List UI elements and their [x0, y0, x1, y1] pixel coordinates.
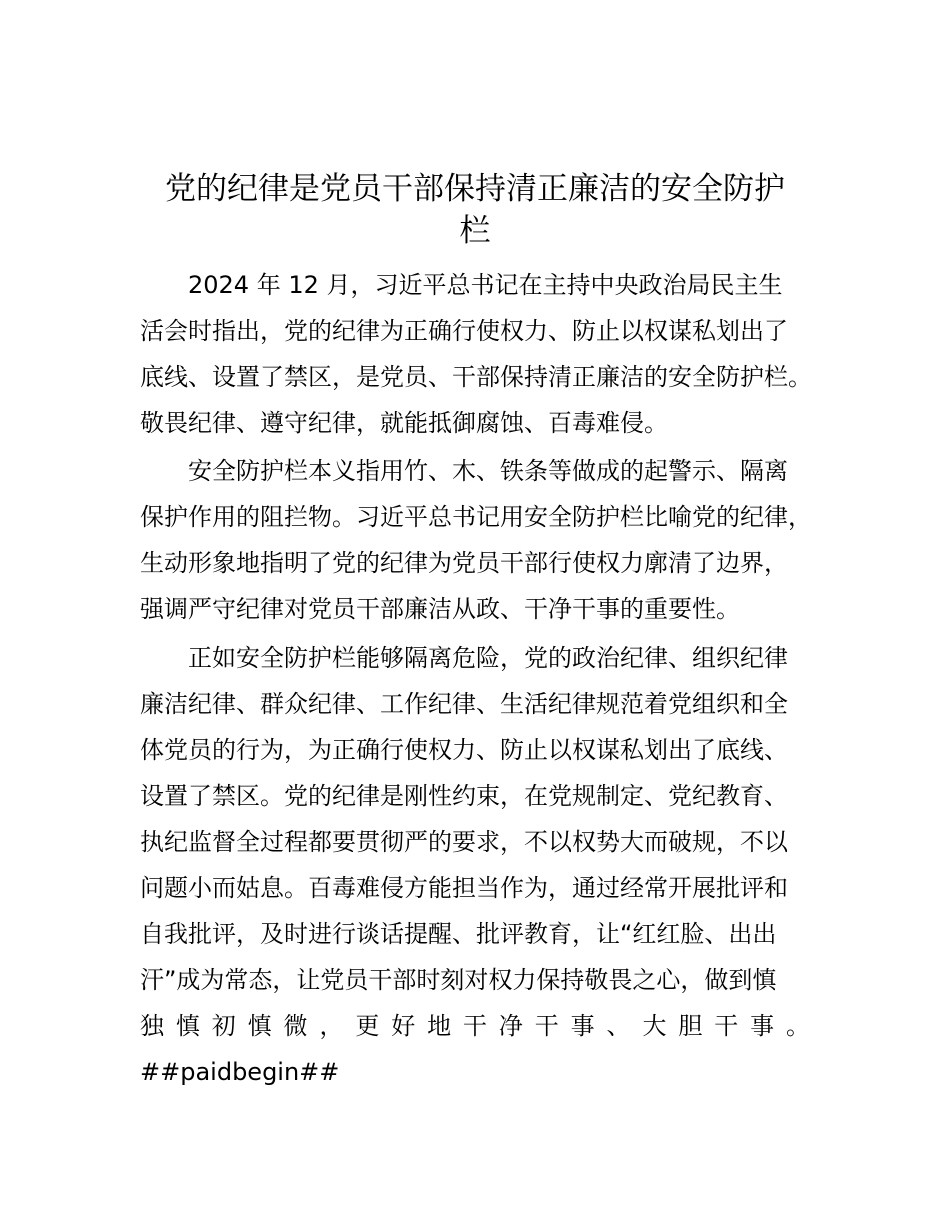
body-line: 底线、设置了禁区，是党员、干部保持清正廉洁的安全防护栏。 [140, 363, 812, 391]
body-line: 保护作用的阻拦物。习近平总书记用安全防护栏比喻党的纪律， [140, 503, 812, 531]
body-line: 活会时指出，党的纪律为正确行使权力、防止以权谋私划出了 [140, 317, 788, 345]
body-line: 2024 年 12 月，习近平总书记在主持中央政治局民主生 [140, 271, 783, 299]
body-line-justified: 独慎初慎微，更好地干净干事、大胆干事。 [140, 1012, 810, 1040]
body-line: 强调严守纪律对党员干部廉洁从政、干净干事的重要性。 [140, 595, 740, 623]
body-line: 体党员的行为，为正确行使权力、防止以权谋私划出了底线、 [140, 736, 788, 764]
document-title [140, 168, 810, 252]
body-line: 设置了禁区。党的纪律是刚性约束，在党规制定、党纪教育、 [140, 782, 788, 810]
body-line: 敬畏纪律、遵守纪律，就能抵御腐蚀、百毒难侵。 [140, 409, 668, 437]
body-line: 廉洁纪律、群众纪律、工作纪律、生活纪律规范着党组织和全 [140, 690, 788, 718]
paid-marker: ##paidbegin## [140, 1058, 340, 1086]
body-line: 汗”成为常态，让党员干部时刻对权力保持敬畏之心，做到慎 [140, 966, 777, 994]
body-line: 正如安全防护栏能够隔离危险，党的政治纪律、组织纪律 [140, 644, 788, 672]
body-line: 安全防护栏本义指用竹、木、铁条等做成的起警示、隔离 [140, 457, 788, 485]
title-line-1: 党的纪律是党员干部保持清正廉洁的安全防护 [165, 171, 785, 207]
body-line: 自我批评，及时进行谈话提醒、批评教育，让“红红脸、出出 [140, 920, 777, 948]
body-line: 生动形象地指明了党的纪律为党员干部行使权力廓清了边界， [140, 549, 788, 577]
title-line-2: 栏 [459, 213, 491, 249]
body-line: 执纪监督全过程都要贯彻严的要求，不以权势大而破规，不以 [140, 828, 788, 856]
body-line: 问题小而姑息。百毒难侵方能担当作为，通过经常开展批评和 [140, 874, 788, 902]
